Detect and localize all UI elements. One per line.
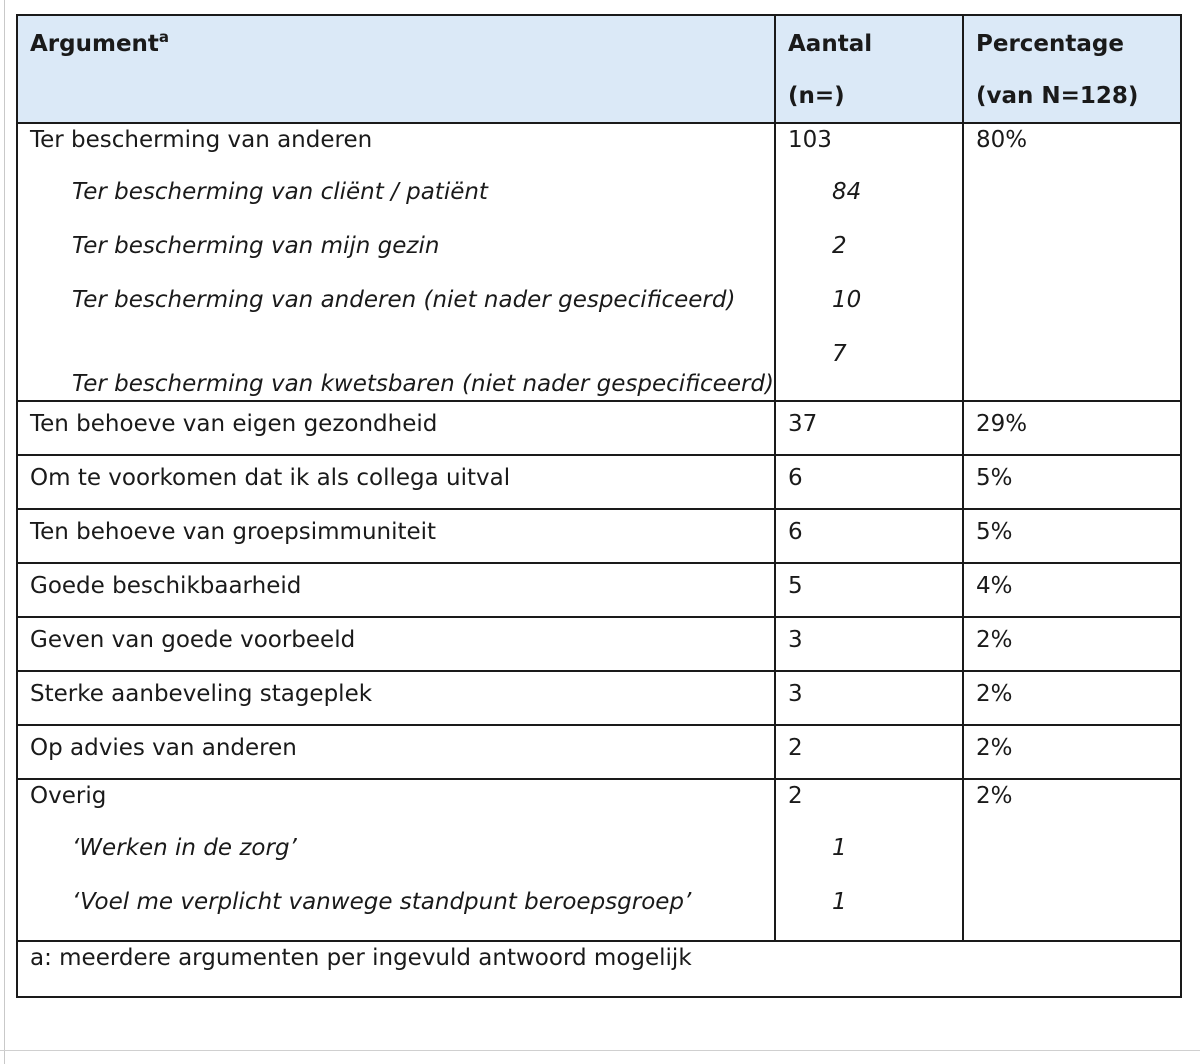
row-percent: 2% — [963, 725, 1181, 779]
table-header-row — [17, 15, 1181, 123]
sub-item-count: 1 — [832, 835, 847, 861]
sub-item-label: ‘Voel me verplicht vanwege standpunt beroepsgroep’ — [72, 889, 692, 915]
table-row-group-protection — [17, 123, 1181, 401]
row-count: 5 — [775, 563, 963, 617]
row-percent: 29% — [963, 401, 1181, 455]
sub-item-count: 10 — [832, 287, 862, 313]
sub-item-label: Ter bescherming van mijn gezin — [72, 233, 440, 259]
table-footnote: a: meerdere argumenten per ingevuld antwoord mogelijk — [17, 941, 1181, 997]
group-count: 103 — [788, 127, 832, 153]
group-protection-percent — [963, 123, 1181, 401]
row-label: Ten behoeve van eigen gezondheid — [17, 401, 775, 455]
row-label: Sterke aanbeveling stageplek — [17, 671, 775, 725]
header-percent — [963, 15, 1181, 123]
footnote-marker: a — [158, 28, 170, 46]
group-other-percent — [963, 779, 1181, 941]
sub-item-count: 1 — [832, 889, 847, 915]
header-percent-line2: (van N=128) — [976, 83, 1139, 109]
arguments-table — [16, 14, 1182, 998]
page-frame-bottom — [0, 1050, 1200, 1051]
group-other-counts — [775, 779, 963, 941]
row-label: Goede beschikbaarheid — [17, 563, 775, 617]
row-count: 6 — [775, 455, 963, 509]
group-label: Overig — [30, 783, 107, 809]
sub-item-count: 7 — [832, 341, 847, 367]
table-row — [17, 563, 1181, 617]
table-row — [17, 401, 1181, 455]
row-percent: 2% — [963, 671, 1181, 725]
row-count: 3 — [775, 617, 963, 671]
row-count: 3 — [775, 671, 963, 725]
table-row — [17, 455, 1181, 509]
header-count-line1: Aantal — [788, 31, 873, 57]
row-label: Ten behoeve van groepsimmuniteit — [17, 509, 775, 563]
table-row — [17, 671, 1181, 725]
group-label: Ter bescherming van anderen — [30, 127, 373, 153]
sub-item-label: Ter bescherming van kwetsbaren (niet nader gespecificeerd) — [72, 371, 774, 397]
header-count-line2: (n=) — [788, 83, 845, 109]
row-count: 37 — [775, 401, 963, 455]
table-row-group-other — [17, 779, 1181, 941]
sub-item-label: Ter bescherming van anderen (niet nader gespecificeerd) — [72, 287, 736, 313]
row-percent: 5% — [963, 509, 1181, 563]
group-percent: 80% — [976, 127, 1028, 153]
page-frame-left — [4, 0, 5, 1064]
group-protection-labels — [17, 123, 775, 401]
row-label: Geven van goede voorbeeld — [17, 617, 775, 671]
sub-item-label: Ter bescherming van cliënt / patiënt — [72, 179, 488, 205]
table-footnote-row — [17, 941, 1181, 997]
row-percent: 5% — [963, 455, 1181, 509]
group-other-labels — [17, 779, 775, 941]
row-percent: 2% — [963, 617, 1181, 671]
table-row — [17, 617, 1181, 671]
row-percent: 4% — [963, 563, 1181, 617]
header-count — [775, 15, 963, 123]
table-row — [17, 509, 1181, 563]
header-argument: Argument$^a$ — [17, 15, 775, 123]
row-count: 6 — [775, 509, 963, 563]
sub-item-count: 84 — [832, 179, 862, 205]
sub-item-label: ‘Werken in de zorg’ — [72, 835, 297, 861]
row-label: Op advies van anderen — [17, 725, 775, 779]
group-protection-counts — [775, 123, 963, 401]
row-label: Om te voorkomen dat ik als collega uitval — [17, 455, 775, 509]
group-percent: 2% — [976, 783, 1013, 809]
header-percent-line1: Percentage — [976, 31, 1124, 57]
row-count: 2 — [775, 725, 963, 779]
sub-item-count: 2 — [832, 233, 847, 259]
group-count: 2 — [788, 783, 803, 809]
table-row — [17, 725, 1181, 779]
